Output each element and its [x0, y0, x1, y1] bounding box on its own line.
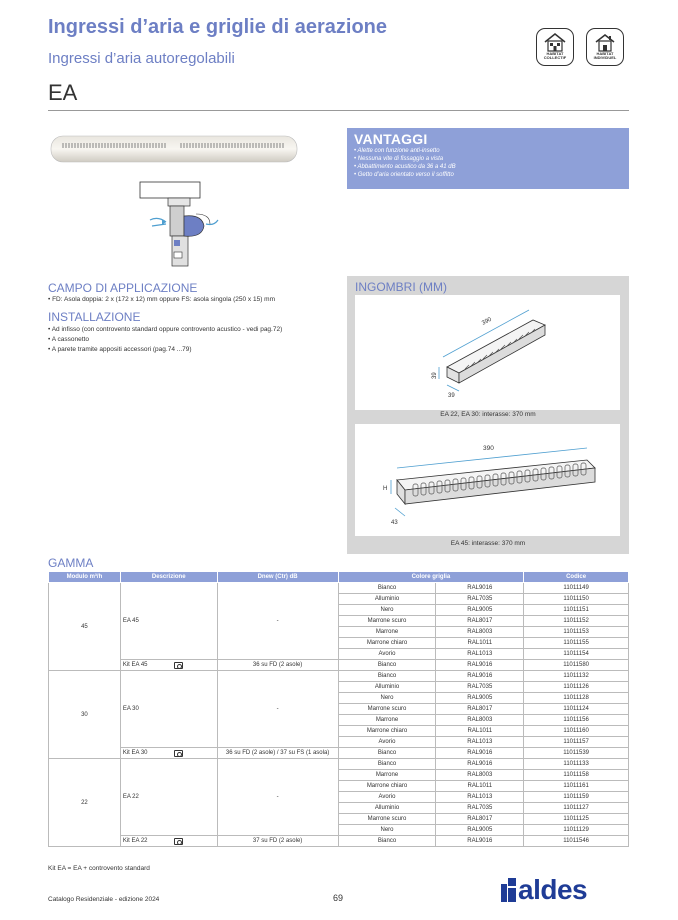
aldes-logo-mark-icon [500, 878, 518, 902]
kit-codice-cell: 11011546 [524, 836, 629, 847]
header-dnew: Dnew (Ctr) dB [217, 572, 338, 583]
habitat-badges [536, 28, 624, 66]
kit-dnew-cell: 37 su FD (2 asole) [217, 836, 338, 847]
codice-cell: 11011151 [524, 605, 629, 616]
modulo-cell: 30 [49, 671, 121, 759]
acoustic-kit-icon [174, 750, 183, 757]
advantage-item: • Abbattimento acustico da 36 a 41 dB [354, 164, 456, 170]
table-row [49, 759, 629, 770]
descrizione-cell: EA 30 [120, 671, 217, 748]
kit-ral-cell: RAL9016 [436, 748, 524, 759]
ral-cell: RAL7035 [436, 594, 524, 605]
dimension-caption-1: EA 22, EA 30: interasse: 370 mm [440, 411, 536, 418]
colore-cell: Bianco [338, 759, 436, 770]
advantages-list [354, 147, 622, 179]
advantages-box [347, 128, 629, 189]
habitat-individuel-icon [586, 28, 624, 66]
kit-dnew-cell: 36 su FD (2 asole) / 37 su FS (1 asola) [217, 748, 338, 759]
ral-cell: RAL9005 [436, 825, 524, 836]
header-colore: Colore griglia [338, 572, 524, 583]
table-row [49, 583, 629, 594]
codice-cell: 11011158 [524, 770, 629, 781]
kit-label: Kit EA 22 [122, 838, 148, 844]
codice-cell: 11011124 [524, 704, 629, 715]
codice-cell: 11011132 [524, 671, 629, 682]
codice-cell: 11011160 [524, 726, 629, 737]
page-title: Ingressi d’aria e griglie di aerazione [48, 16, 388, 38]
installazione-title: INSTALLAZIONE [48, 310, 141, 324]
kit-colore-cell: Bianco [338, 748, 436, 759]
catalog-edition: Catalogo Residenziale - edizione 2024 [48, 896, 160, 903]
ral-cell: RAL7035 [436, 803, 524, 814]
codice-cell: 11011128 [524, 693, 629, 704]
gamma-table-body [49, 583, 629, 847]
installazione-item: • Ad infisso (con controvento standard oppure controvento acustico - vedi pag.72) [48, 326, 283, 333]
acoustic-kit-icon [174, 662, 183, 669]
codice-cell: 11011127 [524, 803, 629, 814]
colore-cell: Marrone chiaro [338, 781, 436, 792]
ral-cell: RAL8017 [436, 704, 524, 715]
dimension-drawing-ea22-ea30 [355, 295, 620, 410]
campo-title: CAMPO DI APPLICAZIONE [48, 281, 198, 295]
dnew-cell: - [217, 759, 338, 836]
kit-row [49, 748, 629, 759]
dnew-cell: - [217, 671, 338, 748]
kit-colore-cell: Bianco [338, 836, 436, 847]
codice-cell: 11011157 [524, 737, 629, 748]
ral-cell: RAL1011 [436, 726, 524, 737]
colore-cell: Alluminio [338, 803, 436, 814]
codice-cell: 11011153 [524, 627, 629, 638]
kit-codice-cell: 11011580 [524, 660, 629, 671]
dim-height-label: H [383, 486, 388, 492]
ral-cell: RAL1011 [436, 781, 524, 792]
advantage-item: • Getto d’aria orientato verso il soffitto [354, 172, 454, 178]
advantage-item: • Alette con funzione anti-insetto [354, 148, 440, 154]
colore-cell: Avorio [338, 649, 436, 660]
kit-row [49, 660, 629, 671]
colore-cell: Nero [338, 825, 436, 836]
colore-cell: Bianco [338, 583, 436, 594]
kit-dnew-cell: 36 su FD (2 asole) [217, 660, 338, 671]
gamma-title: GAMMA [48, 556, 94, 570]
colore-cell: Marrone scuro [338, 704, 436, 715]
colore-cell: Avorio [338, 792, 436, 803]
title-divider [48, 110, 629, 111]
codice-cell: 11011125 [524, 814, 629, 825]
kit-label: Kit EA 30 [122, 750, 148, 756]
codice-cell: 11011133 [524, 759, 629, 770]
ral-cell: RAL8017 [436, 616, 524, 627]
descrizione-cell: EA 22 [120, 759, 217, 836]
installazione-list [48, 325, 282, 355]
colore-cell: Nero [338, 693, 436, 704]
kit-descrizione-cell [120, 660, 217, 671]
ral-cell: RAL9005 [436, 693, 524, 704]
badge-label-line1: HABITAT [546, 51, 564, 56]
colore-cell: Marrone chiaro [338, 638, 436, 649]
codice-cell: 11011154 [524, 649, 629, 660]
kit-colore-cell: Bianco [338, 660, 436, 671]
kit-codice-cell: 11011539 [524, 748, 629, 759]
modulo-cell: 45 [49, 583, 121, 671]
badge-label-line1: HABITAT [596, 51, 614, 56]
table-footnote: Kit EA = EA + controvento standard [48, 865, 150, 872]
header-descrizione: Descrizione [120, 572, 217, 583]
colore-cell: Marrone [338, 715, 436, 726]
colore-cell: Marrone scuro [338, 616, 436, 627]
kit-ral-cell: RAL9016 [436, 660, 524, 671]
badge-label-line2: INDIVIDUEL [593, 55, 617, 60]
codice-cell: 11011150 [524, 594, 629, 605]
aldes-logo [500, 876, 587, 904]
kit-descrizione-cell [120, 836, 217, 847]
kit-row [49, 836, 629, 847]
codice-cell: 11011129 [524, 825, 629, 836]
ral-cell: RAL8003 [436, 770, 524, 781]
colore-cell: Marrone [338, 627, 436, 638]
header-codice: Codice [524, 572, 629, 583]
page-number: 69 [333, 893, 344, 903]
ral-cell: RAL8003 [436, 627, 524, 638]
modulo-cell: 22 [49, 759, 121, 847]
colore-cell: Alluminio [338, 594, 436, 605]
gamma-table [48, 571, 629, 847]
dimension-drawing-ea45 [355, 424, 620, 536]
codice-cell: 11011156 [524, 715, 629, 726]
ral-cell: RAL1013 [436, 737, 524, 748]
campo-text: • FD: Asola doppia: 2 x (172 x 12) mm oppure FS: asola singola (250 x 15) mm [48, 296, 275, 303]
table-header-row [49, 572, 629, 583]
codice-cell: 11011149 [524, 583, 629, 594]
kit-descrizione-cell [120, 748, 217, 759]
codice-cell: 11011159 [524, 792, 629, 803]
ral-cell: RAL9005 [436, 605, 524, 616]
ral-cell: RAL7035 [436, 682, 524, 693]
kit-label: Kit EA 45 [122, 662, 148, 668]
ral-cell: RAL9016 [436, 671, 524, 682]
ral-cell: RAL1013 [436, 649, 524, 660]
descrizione-cell: EA 45 [120, 583, 217, 660]
advantage-item: • Nessuna vite di fissaggio a vista [354, 156, 444, 162]
colore-cell: Marrone [338, 770, 436, 781]
dim-length-label: 390 [483, 445, 494, 452]
codice-cell: 11011126 [524, 682, 629, 693]
colore-cell: Nero [338, 605, 436, 616]
advantages-title: VANTAGGI [354, 131, 428, 147]
product-photo [48, 128, 300, 170]
colore-cell: Bianco [338, 671, 436, 682]
dim-depth-label: 39 [448, 393, 455, 399]
colore-cell: Avorio [338, 737, 436, 748]
dnew-cell: - [217, 583, 338, 660]
ingombri-title: INGOMBRI (MM) [355, 280, 447, 294]
codice-cell: 11011161 [524, 781, 629, 792]
kit-ral-cell: RAL9016 [436, 836, 524, 847]
dim-depth-label: 43 [391, 520, 398, 526]
codice-cell: 11011152 [524, 616, 629, 627]
aldes-logo-text: aldes [518, 874, 588, 905]
acoustic-kit-icon [174, 838, 183, 845]
colore-cell: Marrone scuro [338, 814, 436, 825]
model-name: EA [48, 80, 78, 105]
ingombri-panel [347, 276, 629, 554]
ral-cell: RAL8003 [436, 715, 524, 726]
installazione-item: • A cassonetto [48, 336, 89, 343]
table-row [49, 671, 629, 682]
badge-label-line2: COLLECTIF [543, 55, 567, 60]
colore-cell: Alluminio [338, 682, 436, 693]
ral-cell: RAL8017 [436, 814, 524, 825]
installazione-item: • A parete tramite appositi accessori (pag.74 ...79) [48, 346, 192, 353]
codice-cell: 11011155 [524, 638, 629, 649]
page-subtitle: Ingressi d’aria autoregolabili [48, 50, 235, 67]
habitat-collectif-icon [536, 28, 574, 66]
dimension-caption-2: EA 45: interasse: 370 mm [450, 540, 526, 547]
ral-cell: RAL9016 [436, 759, 524, 770]
ral-cell: RAL1011 [436, 638, 524, 649]
dim-height-label: 39 [432, 372, 438, 379]
ral-cell: RAL1013 [436, 792, 524, 803]
dim-length-label: 390 [481, 316, 493, 327]
header-modulo: Modulo m³/h [49, 572, 121, 583]
installation-diagram [110, 180, 240, 270]
colore-cell: Marrone chiaro [338, 726, 436, 737]
ral-cell: RAL9016 [436, 583, 524, 594]
